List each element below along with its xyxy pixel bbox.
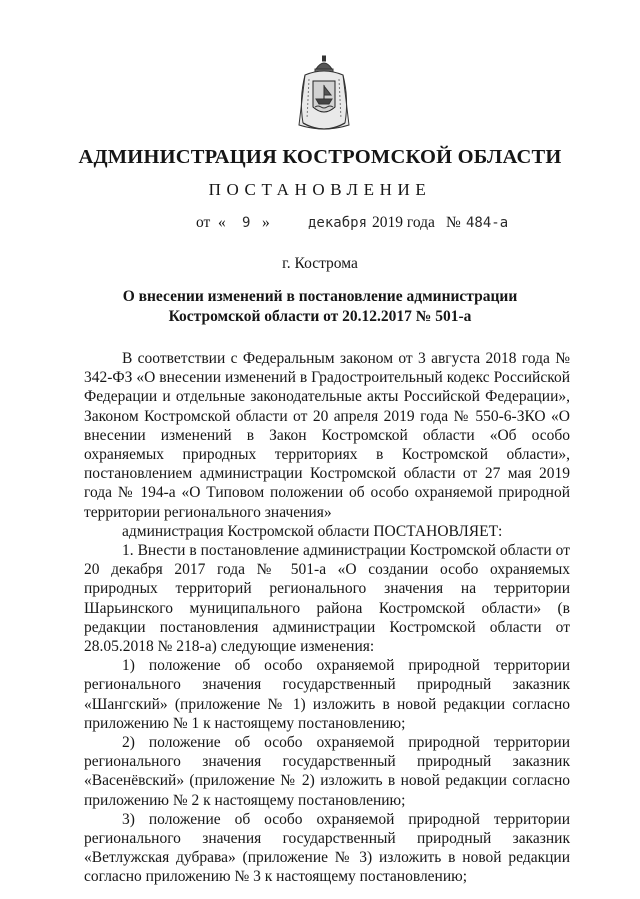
- quote-close: »: [262, 214, 270, 231]
- subitem-3-paragraph: 3) положение об особо охраняемой природной территории регионального значения государственный природный заказник «Ветлужская дубрава» (приложение № 3) изложить в новой редакции согласно приложению № 3 к настоящему постановлению;: [84, 810, 570, 886]
- date-year: 2019 года: [372, 214, 435, 231]
- preamble-paragraph: В соответствии с Федеральным законом от 3 августа 2018 года № 342-ФЗ «О внесении изменений в Градостроительный кодекс Российской Федерации и отдельные законодательные акты Российской Федерации», Законом Костромской области от 20 апреля 2019 года № 550-6-ЗКО «О внесении изменений в Закон Костромской области «Об особо охраняемых природных территориях в Костромской области», постановлением администрации Костромской области от 27 мая 2019 года № 194-а «О Типовом положении об особо охраняемой природной территории регионального значения»: [84, 350, 570, 521]
- organization-title: АДМИНИСТРАЦИЯ КОСТРОМСКОЙ ОБЛАСТИ: [78, 146, 562, 168]
- document-type: ПОСТАНОВЛЕНИЕ: [208, 180, 432, 199]
- city: г. Кострома: [282, 255, 358, 272]
- subitem-1-paragraph: 1) положение об особо охраняемой природной территории регионального значения государственный природный заказник «Шангский» (приложение № 1) изложить в новой редакции согласно приложению № 1 к настоящему постановлению;: [84, 657, 570, 732]
- date-day: 9: [242, 215, 251, 231]
- document-body: [84, 349, 570, 887]
- quote-open: «: [218, 214, 226, 231]
- number-sign: №: [446, 214, 461, 231]
- resolves-paragraph: администрация Костромской области ПОСТАНОВЛЯЕТ:: [122, 522, 503, 540]
- document-number: 484-а: [466, 215, 509, 231]
- kostroma-coat-of-arms-icon: [291, 55, 357, 137]
- subitem-2-paragraph: 2) положение об особо охраняемой природной территории регионального значения государственный природный заказник «Васенёвский» (приложение № 2) изложить в новой редакции согласно приложению № 2 к настоящему постановлению;: [84, 734, 570, 809]
- date-month: декабря: [308, 215, 368, 231]
- subject-line-2: Костромской области от 20.12.2017 № 501-а: [168, 308, 472, 325]
- item-1-paragraph: 1. Внести в постановление администрации Костромской области от 20 декабря 2017 года № 501-а «О создании особо охраняемых природных территорий регионального значения на территории Шарьинского муниципального района Костромской области» (в редакции постановления администрации Костромской области от 28.05.2018 № 218-а) следующие изменения:: [84, 542, 570, 656]
- date-number-line: [188, 214, 518, 234]
- subject-line-1: О внесении изменений в постановление администрации: [122, 288, 518, 305]
- date-prefix: от: [196, 214, 211, 231]
- document-subject: [100, 287, 540, 327]
